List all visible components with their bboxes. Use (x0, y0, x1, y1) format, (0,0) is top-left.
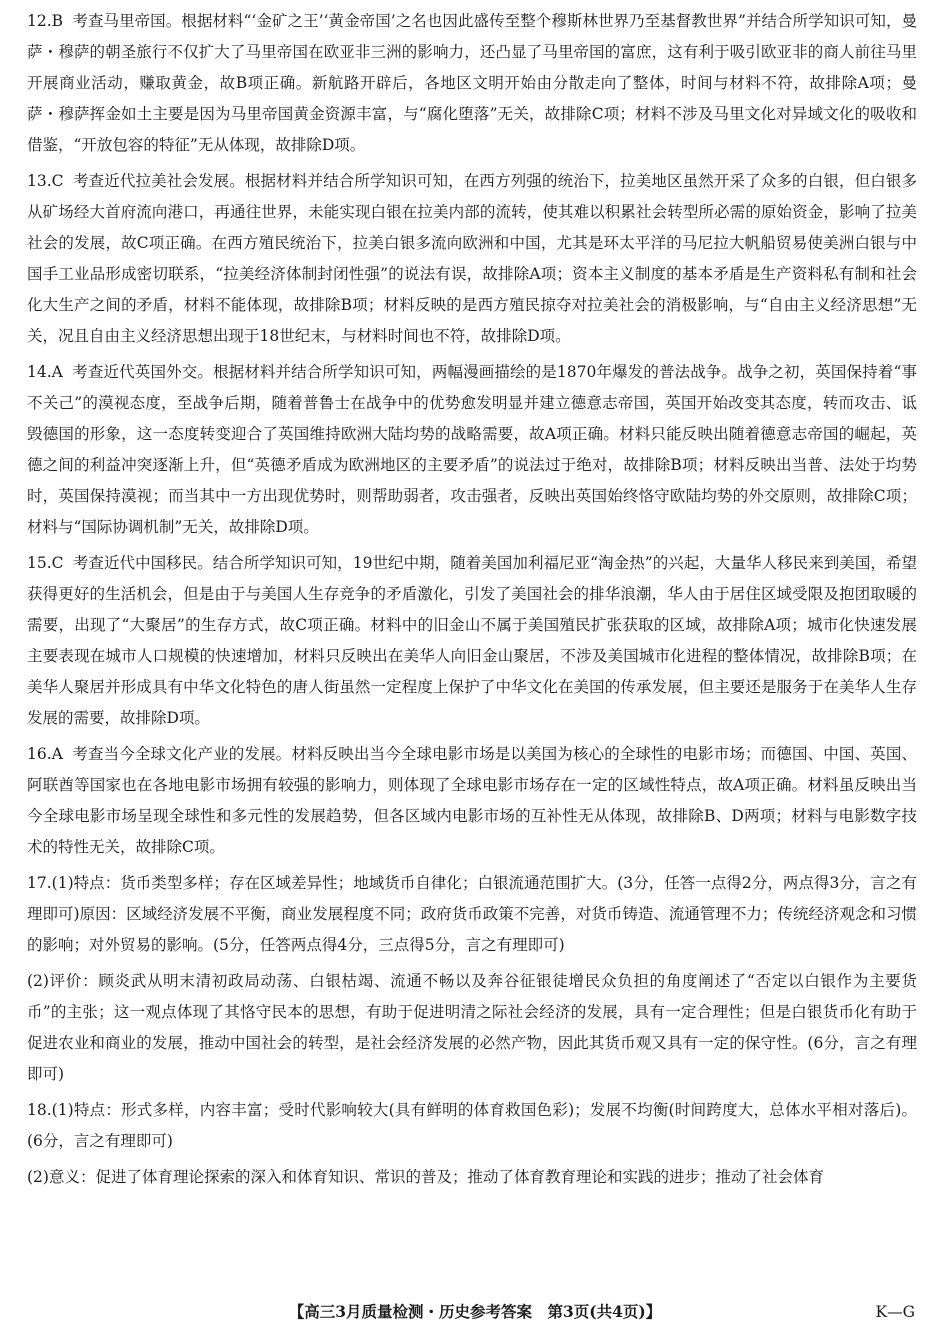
item-number: 12. (27, 12, 52, 30)
item-number: 13. (27, 172, 52, 190)
item-explanation: 考查近代拉美社会发展。根据材料并结合所学知识可知，在西方列强的统治下，拉美地区虽然开采了众多的白银，但白银多从矿场经大首府流向港口，再通往世界，未能实现白银在拉美内部的流转，使其难以积累社会转型所必需的原始资金，影响了拉美社会的发展，故C项正确。在西方殖民统治下，拉美白银多流向欧洲和中国，尤其是环太平洋的马尼拉大帆船贸易使美洲白银与中国手工业品形成密切联系，“拉美经济体制封闭性强”的说法有误，故排除A项；资本主义制度的基本矛盾是生产资料私有制和社会化大生产之间的矛盾，材料不能体现，故排除B项；材料反映的是西方殖民掠夺对拉美社会的消极影响，与“自由主义经济思想”无关，况且自由主义经济思想出现于18世纪末，与材料时间也不符，故排除D项。 (27, 172, 917, 345)
item-answer: A (51, 745, 63, 763)
answer-item-16 (27, 739, 917, 863)
answer-item-17-part1 (27, 868, 917, 961)
answer-item-18-part1 (27, 1095, 917, 1157)
item-answer: C (51, 554, 64, 572)
item-answer: C (51, 172, 64, 190)
item-number: 18. (27, 1101, 52, 1119)
item-number: 16. (27, 745, 52, 763)
item-number: 14. (27, 363, 52, 381)
item-answer: A (51, 363, 63, 381)
answer-item-15 (27, 548, 917, 734)
answer-content (27, 6, 917, 1198)
item-answer: B (51, 12, 64, 30)
item-explanation: 考查近代中国移民。结合所学知识可知，19世纪中期，随着美国加利福尼亚“淘金热”的兴起，大量华人移民来到美国，希望获得更好的生活机会，但是由于与美国人生存竞争的矛盾激化，引发了美国社会的排华浪潮，华人由于居住区域受限及抱团取暖的需要，出现了“大聚居”的生存方式，故C项正确。材料中的旧金山不属于美国殖民扩张获取的区域，故排除A项；城市化快速发展主要表现在城市人口规模的快速增加，材料只反映出在美华人向旧金山聚居，不涉及美国城市化进程的整体情况，故排除B项；在美华人聚居并形成具有中华文化特色的唐人街虽然一定程度上保护了中华文化在美国的传承发展，但主要还是服务于在美华人生存发展的需要，故排除D项。 (27, 554, 917, 727)
item-explanation: (1)特点：货币类型多样；存在区域差异性；地域货币自律化；白银流通范围扩大。(3分，任答一点得2分，两点得3分，言之有理即可)原因：区域经济发展不平衡，商业发展程度不同；政府货币政策不完善，对货币铸造、流通管理不力；传统经济观念和习惯的影响；对外贸易的影响。(5分，任答两点得4分，三点得5分，言之有理即可) (27, 874, 917, 954)
item-number: 15. (27, 554, 52, 572)
answer-item-17-part2: (2)评价：顾炎武从明末清初政局动荡、白银枯竭、流通不畅以及奔谷征银徒增民众负担的角度阐述了“否定以白银作为主要货币”的主张；这一观点体现了其恪守民本的思想，有助于促进明清之际社会经济的发展，具有一定合理性；但是白银货币化有助于促进农业和商业的发展，推动中国社会的转型，是社会经济发展的必然产物，因此其货币观又具有一定的保守性。(6分，言之有理即可) (27, 972, 917, 1083)
item-explanation: 考查当今全球文化产业的发展。材料反映出当今全球电影市场是以美国为核心的全球性的电影市场；而德国、中国、英国、阿联酋等国家也在各地电影市场拥有较强的影响力，则体现了全球电影市场存在一定的区域性特点，故A项正确。材料虽反映出当今全球电影市场呈现全球性和多元性的发展趋势，但各区域内电影市场的互补性无从体现，故排除B、D两项；材料与电影数字技术的特性无关，故排除C项。 (27, 745, 917, 856)
answer-item-18-part2: (2)意义：促进了体育理论探索的深入和体育知识、常识的普及；推动了体育教育理论和实践的进步；推动了社会体育 (27, 1168, 824, 1186)
answer-item-12 (27, 6, 917, 161)
item-explanation: 考查近代英国外交。根据材料并结合所学知识可知，两幅漫画描绘的是1870年爆发的普法战争。战争之初，英国保持着“事不关己”的漠视态度，至战争后期，随着普鲁士在战争中的优势愈发明显并建立德意志帝国，英国开始改变其态度，转而攻击、诋毁德国的形象，这一态度转变迎合了英国维持欧洲大陆均势的战略需要，故A项正确。材料只能反映出随着德意志帝国的崛起，英德之间的利益冲突逐渐上升，但“英德矛盾成为欧洲地区的主要矛盾”的说法过于绝对，故排除B项；材料反映出当普、法处于均势时，英国保持漠视；而当其中一方出现优势时，则帮助弱者，攻击强者，反映出英国始终恪守欧陆均势的外交原则，故排除C项；材料与“国际协调机制”无关，故排除D项。 (27, 363, 917, 536)
answer-item-14 (27, 357, 917, 543)
answer-item-13 (27, 166, 917, 352)
item-number: 17. (27, 874, 52, 892)
item-explanation: (1)特点：形式多样，内容丰富；受时代影响较大(具有鲜明的体育救国色彩)；发展不均衡(时间跨度大，总体水平相对落后)。(6分，言之有理即可) (27, 1101, 917, 1150)
footer-title: 【高三3月质量检测・历史参考答案 第3页(共4页)】 (288, 1302, 662, 1321)
page-footer (0, 1297, 950, 1327)
item-explanation: 考查马里帝国。根据材料“‘金矿之王’‘黄金帝国’之名也因此盛传至整个穆斯林世界乃至基督教世界”并结合所学知识可知，曼萨・穆萨的朝圣旅行不仅扩大了马里帝国在欧亚非三洲的影响力，还凸显了马里帝国的富庶，这有利于吸引欧亚非的商人前往马里开展商业活动，赚取黄金，故B项正确。新航路开辟后，各地区文明开始由分散走向了整体，时间与材料不符，故排除A项；曼萨・穆萨挥金如土主要是因为马里帝国黄金资源丰富，与“腐化堕落”无关，故排除C项；材料不涉及马里文化对异域文化的吸收和借鉴，“开放包容的特征”无从体现，故排除D项。 (27, 12, 917, 154)
footer-code: K—G (875, 1303, 915, 1321)
